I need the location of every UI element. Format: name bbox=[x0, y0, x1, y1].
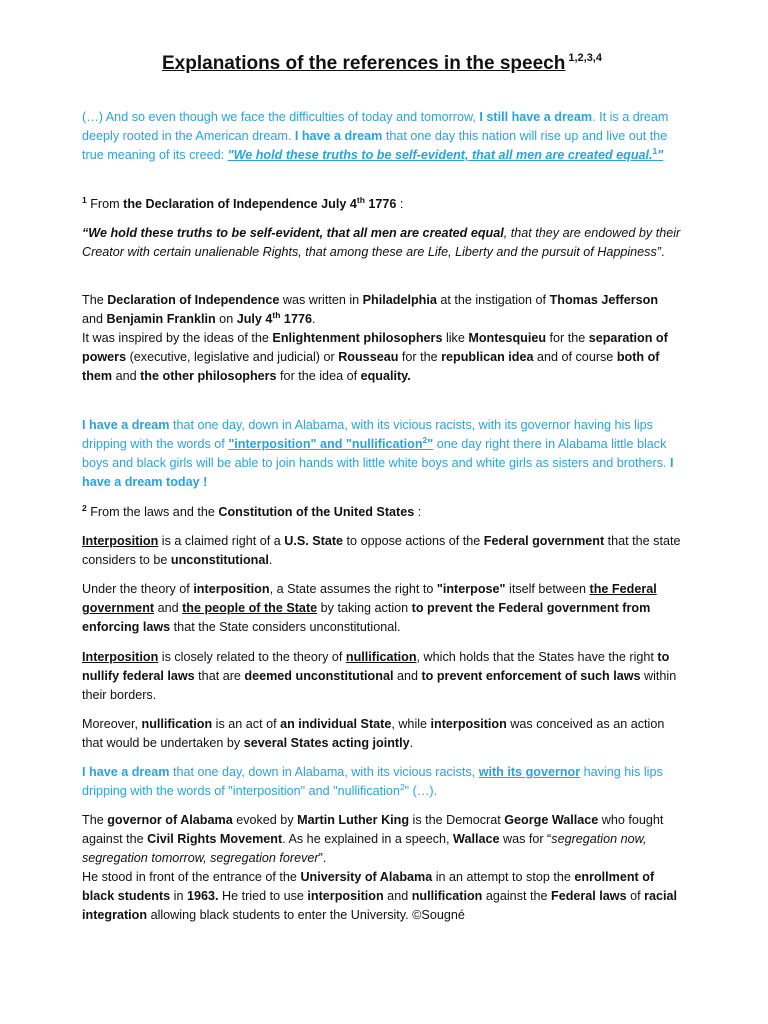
reference-1-heading: $^1$ From the Declaration of Independence July 4th 1776 : bbox=[82, 195, 404, 211]
title-refs: 1,2,3,4 bbox=[568, 52, 602, 64]
speech-quote-3: I have a dream that one day, down in Alabama, with its vicious racists, with its governor having his lips dripping with the words of "interposition" and "nullification$^2$" (…). bbox=[82, 765, 663, 798]
interposition-definition: Interposition is a claimed right of a U.S. State to oppose actions of the Federal government that the state considers to be unconstitutional. bbox=[82, 534, 681, 567]
page-title bbox=[82, 52, 682, 76]
wallace-paragraph: The governor of Alabama evoked by Martin Luther King is the Democrat George Wallace who fought against the Civil Rights Movement. As he explained in a speech, Wallace was for “segregation now, segregation tomorrow, segregation forever”. He stood in front of the entrance of the University of Alabama in an attempt to stop the enrollment of black students in 1963. He tried to use interposition and nullification against the Federal laws of racial integration allowing black students to enter the University. ©Sougné bbox=[82, 813, 678, 922]
title-text: Explanations of the references in the speech bbox=[162, 53, 566, 74]
interposition-theory: Under the theory of interposition, a State assumes the right to "interpose" itself between the Federal government and the people of the State by taking action to prevent the Federal government from enforcing laws that the State considers unconstitutional. bbox=[82, 582, 657, 634]
moreover-paragraph: Moreover, nullification is an act of an individual State, while interposition was conceived as an action that would be undertaken by several States acting jointly. bbox=[82, 717, 665, 750]
reference-2-heading: $^2$ From the laws and the Constitution of the United States : bbox=[82, 503, 422, 519]
declaration-paragraph: The Declaration of Independence was written in Philadelphia at the instigation of Thomas Jefferson and Benjamin Franklin on July 4th 1776. It was inspired by the ideas of the Enlightenment philosophers like Montesquieu for the separation of powers (executive, legislative and judicial) or Rousseau for the republican idea and of course both of them and the other philosophers for the idea of equality. bbox=[82, 293, 668, 383]
nullification-paragraph: Interposition is closely related to the theory of nullification, which holds that the States have the right to nullify federal laws that are deemed unconstitutional and to prevent enforcement of such laws within their borders. bbox=[82, 650, 677, 702]
speech-quote-1: (…) And so even though we face the difficulties of today and tomorrow, I still have a dream. It is a dream deeply rooted in the American dream. I have a dream that one day this nation will rise up and live out the true meaning of its creed: "We hold these truths to be self-evident, that all men are created equal.$^1$" bbox=[82, 110, 669, 162]
declaration-quote: “We hold these truths to be self-evident, that all men are created equal, that they are endowed by their Creator with certain unalienable Rights, that among these are Life, Liberty and the pursuit of Happiness”. bbox=[82, 226, 681, 259]
copyright-mark: ©Sougné bbox=[412, 908, 465, 922]
speech-quote-2: I have a dream that one day, down in Alabama, with its vicious racists, with its governor having his lips dripping with the words of "interposition" and "nullification$^2$" one day right there in Alabama little black boys and black girls will be able to join hands with little white boys and white girls as sisters and brothers. I have a dream today ! bbox=[82, 418, 674, 489]
